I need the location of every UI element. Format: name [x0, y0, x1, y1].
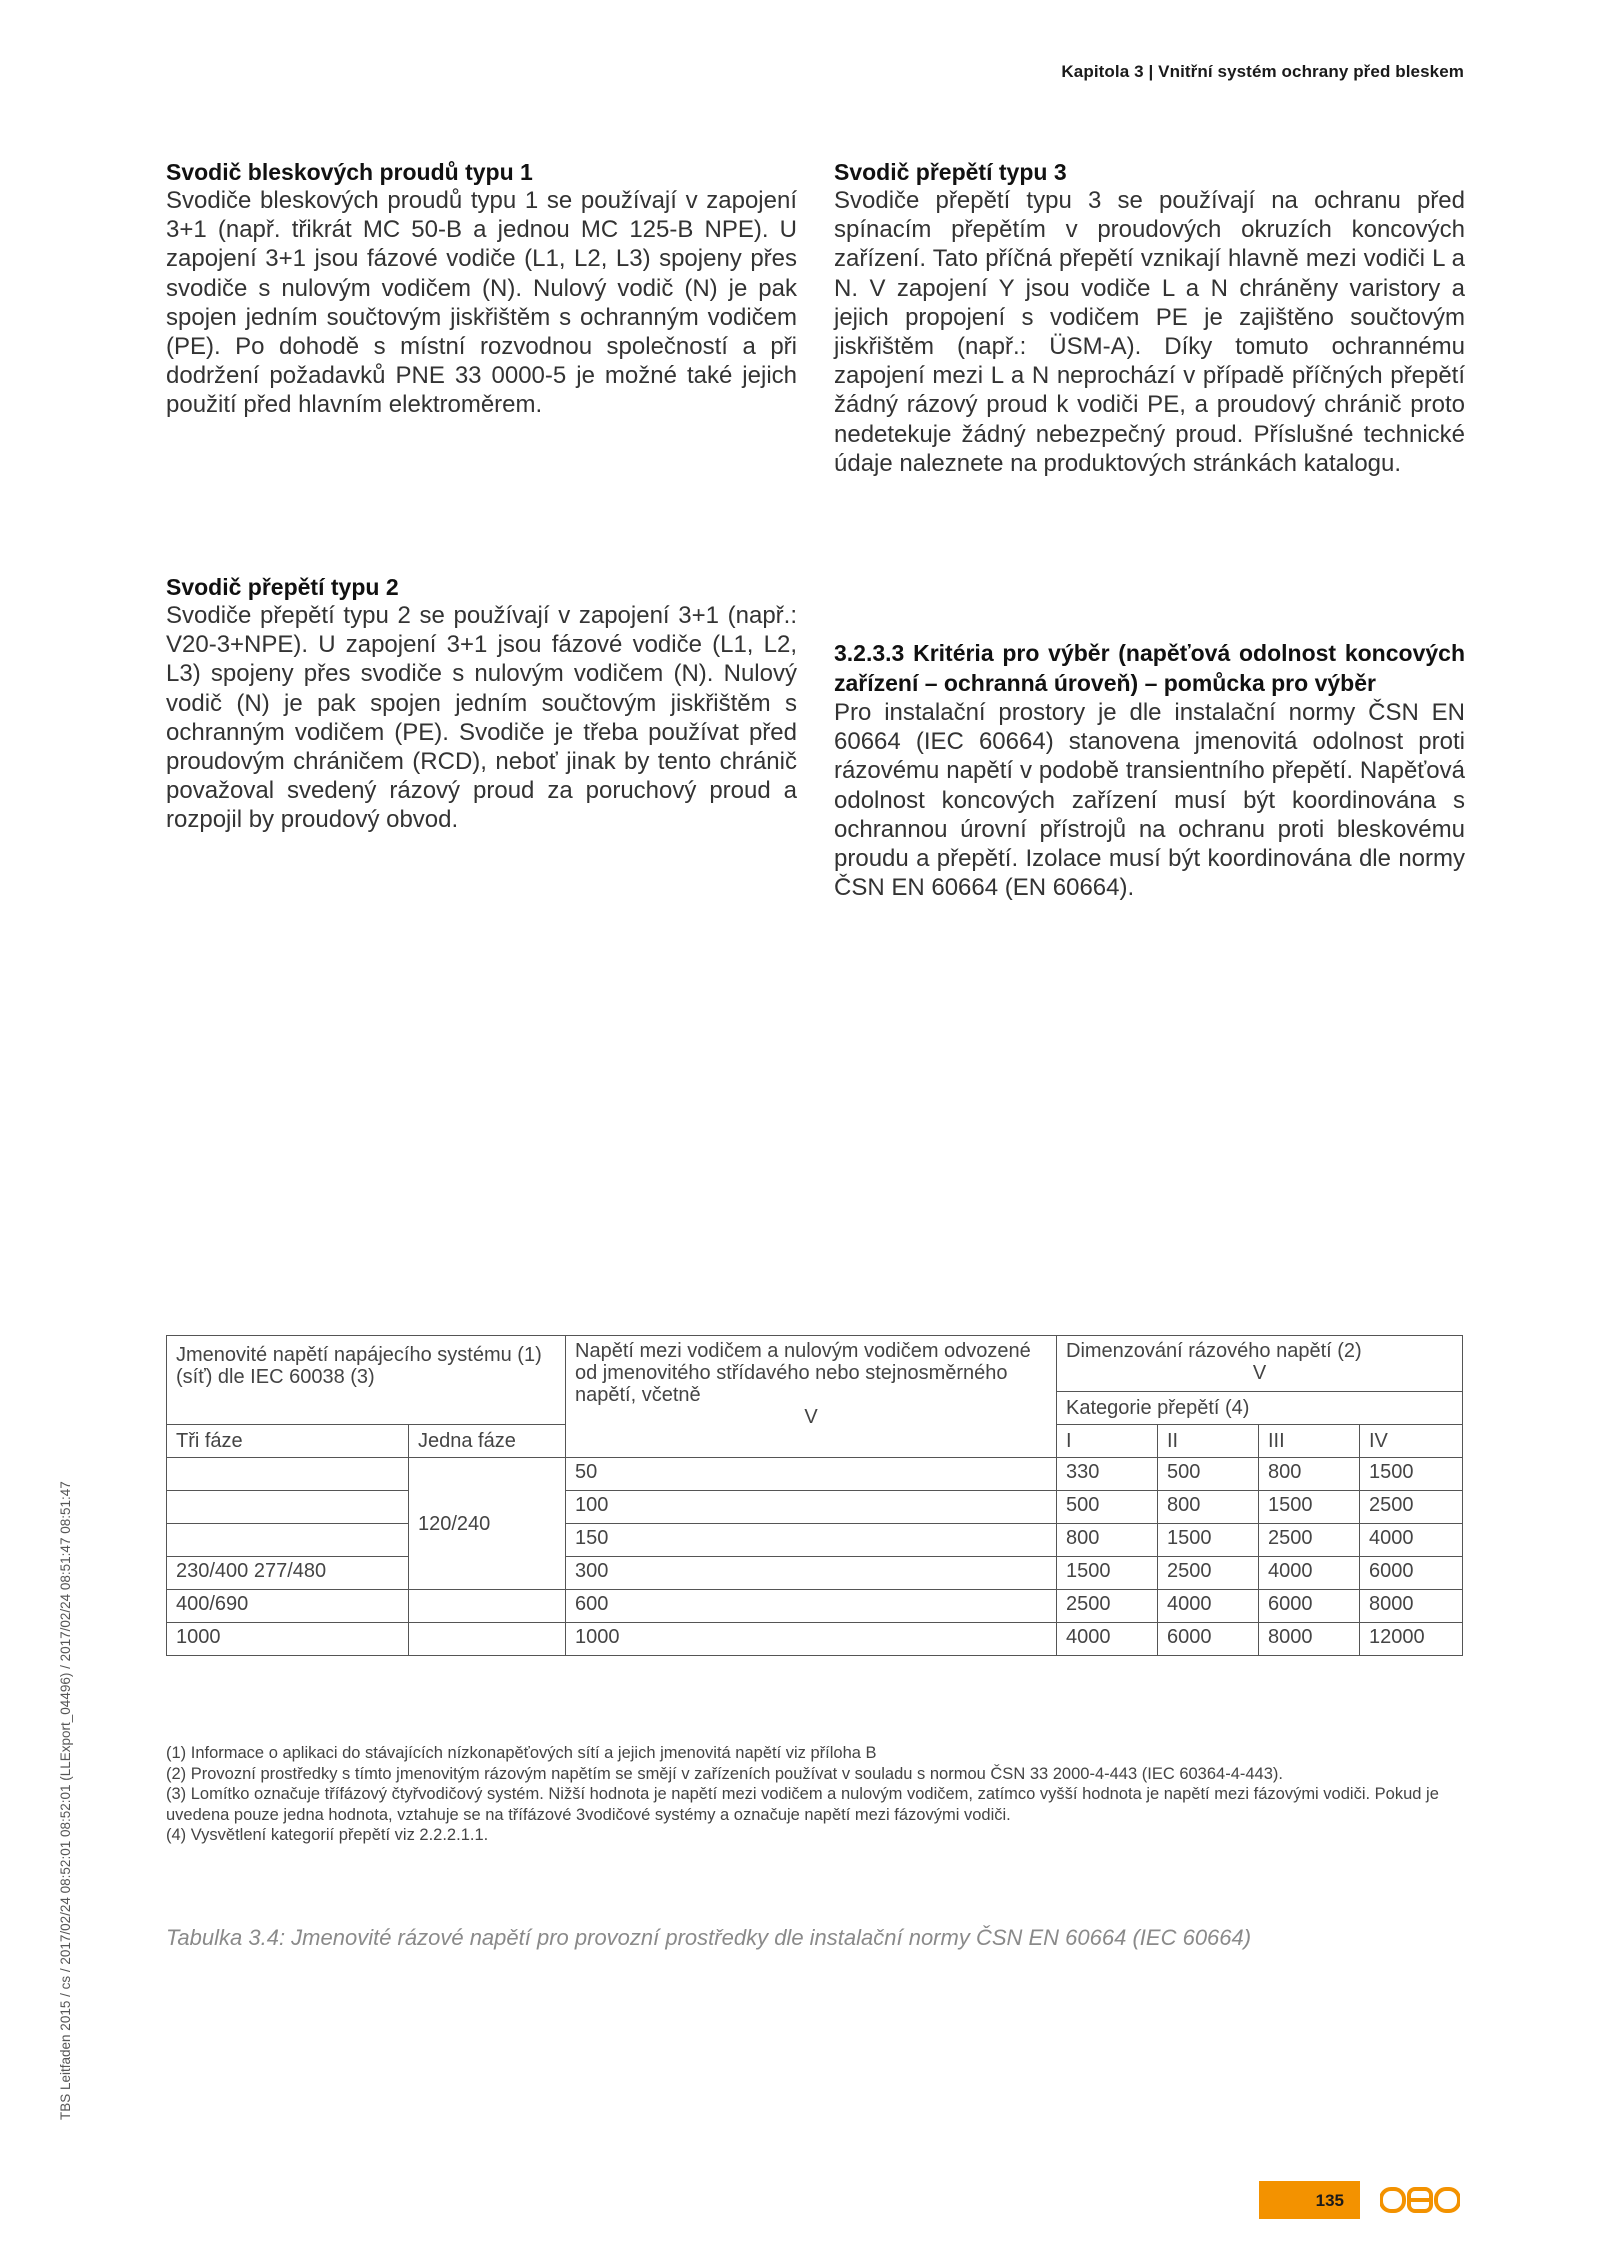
header-single-phase: Jedna fáze: [409, 1425, 566, 1458]
table-row: [167, 1458, 1463, 1491]
cell-voltage: 600: [566, 1590, 1057, 1623]
cell-value: 500: [1057, 1491, 1158, 1524]
category-label: I: [1057, 1425, 1158, 1458]
cell-value: 4000: [1158, 1590, 1259, 1623]
cell-value: 4000: [1057, 1623, 1158, 1656]
header-voltage-text: Napětí mezi vodičem a nulovým vodičem odvozené od jmenovitého střídavého nebo stejnosměrného napětí, včetně: [575, 1340, 1031, 1406]
section-heading: Svodič bleskových proudů typu 1: [166, 159, 533, 185]
cell-single-phase-empty: [409, 1590, 566, 1623]
footnote: (4) Vysvětlení kategorií přepětí viz 2.2.2.1.1.: [166, 1826, 489, 1845]
table-row: [167, 1623, 1463, 1656]
cell-value: 800: [1259, 1458, 1360, 1491]
section-criteria: [834, 638, 1465, 902]
cell-value: 2500: [1158, 1557, 1259, 1590]
table-footnotes: [166, 1743, 1462, 1846]
side-imprint: TBS Leitfaden 2015 / cs / 2017/02/24 08:52:01 08:52:01 (LLExport_04496) / 2017/02/24 08:51:47 08:51:47: [58, 1481, 73, 2120]
category-label: IV: [1360, 1425, 1463, 1458]
table-row: [167, 1524, 1463, 1557]
cell-voltage: 100: [566, 1491, 1057, 1524]
cell-value: 6000: [1259, 1590, 1360, 1623]
cell-voltage: 1000: [566, 1623, 1057, 1656]
header-dimension-text: Dimenzování rázového napětí (2): [1066, 1340, 1362, 1362]
section-heading: Svodič přepětí typu 3: [834, 159, 1067, 185]
cell-value: 800: [1057, 1524, 1158, 1557]
cell-value: 8000: [1259, 1623, 1360, 1656]
cell-value: 1500: [1360, 1458, 1463, 1491]
obo-logo: [1380, 2187, 1460, 2213]
cell-value: 4000: [1259, 1557, 1360, 1590]
cell-voltage: 150: [566, 1524, 1057, 1557]
header-dimension-unit: V: [1252, 1362, 1267, 1384]
section-body: Svodiče přepětí typu 3 se používají na ochranu před spínacím přepětím v proudových okruzích koncových zařízení. Tato příčná přepětí vznikají hlavně mezi vodiči L a N. V zapojení Y jsou vodiče L a N chráněny varistory a jejich propojení s vodičem PE je zajištěno součtovým jiskřištěm (např.: ÜSM-A). Díky tomuto ochrannému zapojení mezi L a N neprochází v případě příčných přepětí žádný rázový proud k vodiči PE, a proudový chránič proto nedetekuje žádný nebezpečný proud. Příslušné technické údaje naleznete na produktových stránkách katalogu.: [834, 187, 1465, 477]
cell-value: 1500: [1259, 1491, 1360, 1524]
cell-value: 6000: [1360, 1557, 1463, 1590]
cell-value: 1500: [1057, 1557, 1158, 1590]
cell-single-phase: 120/240: [409, 1458, 566, 1590]
cell-value: 500: [1158, 1458, 1259, 1491]
cell-voltage: 300: [566, 1557, 1057, 1590]
running-header: Kapitola 3 | Vnitřní systém ochrany před bleskem: [1061, 62, 1464, 81]
cell-three-phase: 1000: [167, 1623, 409, 1656]
section-body: Svodiče přepětí typu 2 se používají v zapojení 3+1 (např.: V20-3+NPE). U zapojení 3+1 jsou fázové vodiče (L1, L2, L3) spojeny přes svodiče s nulovým vodičem (N). Nulový vodič (N) je pak spojen jedním součtovým jiskřištěm s ochranným vodičem (PE). Svodiče je třeba používat před proudovým chráničem (RCD), neboť jinak by tento chránič považoval svedený rázový proud za poruchový proud a rozpojil by proudový obvod.: [166, 602, 797, 834]
cell-three-phase: [167, 1458, 409, 1491]
cell-value: 4000: [1360, 1524, 1463, 1557]
header-impulse-dimension: [1057, 1336, 1463, 1392]
section-heading: 3.2.3.3 Kritéria pro výběr (napěťová odolnost koncových zařízení – ochranná úroveň) – pomůcka pro výběr: [834, 640, 1465, 696]
category-label: III: [1259, 1425, 1360, 1458]
category-label: II: [1158, 1425, 1259, 1458]
header-line-neutral-voltage: [566, 1336, 1057, 1458]
table-caption: Tabulka 3.4: Jmenovité rázové napětí pro provozní prostředky dle instalační normy ČSN EN 60664 (IEC 60664): [166, 1925, 1252, 1950]
header-overvoltage-category: Kategorie přepětí (4): [1057, 1392, 1463, 1425]
cell-value: 330: [1057, 1458, 1158, 1491]
cell-value: 8000: [1360, 1590, 1463, 1623]
cell-voltage: 50: [566, 1458, 1057, 1491]
header-three-phase: Tři fáze: [167, 1425, 409, 1458]
cell-three-phase: 230/400 277/480: [167, 1557, 409, 1590]
cell-value: 2500: [1360, 1491, 1463, 1524]
cell-three-phase: 400/690: [167, 1590, 409, 1623]
header-voltage-unit: V: [804, 1406, 818, 1428]
voltage-table: [166, 1335, 1463, 1656]
cell-value: 12000: [1360, 1623, 1463, 1656]
cell-value: 2500: [1259, 1524, 1360, 1557]
cell-three-phase: [167, 1491, 409, 1524]
table-row: [167, 1590, 1463, 1623]
cell-value: 1500: [1158, 1524, 1259, 1557]
section-type1: [166, 158, 797, 420]
footnote: (3) Lomítko označuje třífázový čtyřvodičový systém. Nižší hodnota je napětí mezi vodičem a nulovým vodičem, zatímco vyšší hodnota je napětí mezi fázovými vodiči. Pokud je uvedena pouze jedna hodnota, vztahuje se na třífázové 3vodičové systémy a označuje napětí mezi fázovými vodiči.: [166, 1785, 1439, 1824]
table-row: [167, 1557, 1463, 1590]
section-type3: [834, 158, 1465, 478]
cell-value: 6000: [1158, 1623, 1259, 1656]
cell-single-phase-empty: [409, 1623, 566, 1656]
section-heading: Svodič přepětí typu 2: [166, 574, 399, 600]
section-type2: [166, 573, 797, 835]
table-row: [167, 1491, 1463, 1524]
page-number: 135: [1259, 2181, 1360, 2219]
cell-value: 2500: [1057, 1590, 1158, 1623]
footnote: (1) Informace o aplikaci do stávajících nízkonapěťových sítí a jejich jmenovitá napětí viz příloha B: [166, 1744, 877, 1762]
section-body: Pro instalační prostory je dle instalační normy ČSN EN 60664 (IEC 60664) stanovena jmenovitá odolnost proti rázovému napětí v podobě transientního přepětí. Napěťová odolnost koncových zařízení musí být koordinována s ochrannou úrovní přístrojů na ochranu proti bleskovému proudu a přepětí. Izolace musí být koordinována dle normy ČSN EN 60664 (EN 60664).: [834, 699, 1465, 902]
header-nominal-voltage: Jmenovité napětí napájecího systému (1) (síť) dle IEC 60038 (3): [167, 1336, 566, 1425]
cell-three-phase: [167, 1524, 409, 1557]
section-body: Svodiče bleskových proudů typu 1 se používají v zapojení 3+1 (např. třikrát MC 50-B a jednou MC 125-B NPE). U zapojení 3+1 jsou fázové vodiče (L1, L2, L3) spojeny přes svodiče s nulovým vodičem (N). Nulový vodič (N) je pak spojen jedním součtovým jiskřištěm s ochranným vodičem (PE). Po dohodě s místní rozvodnou společností a při dodržení požadavků PNE 33 0000-5 je možné také jejich použití před hlavním elektroměrem.: [166, 187, 797, 419]
cell-value: 800: [1158, 1491, 1259, 1524]
footnote: (2) Provozní prostředky s tímto jmenovitým rázovým napětím se smějí v zařízeních používat v souladu s normou ČSN 33 2000-4-443 (IEC 60364-4-443).: [166, 1764, 1283, 1783]
